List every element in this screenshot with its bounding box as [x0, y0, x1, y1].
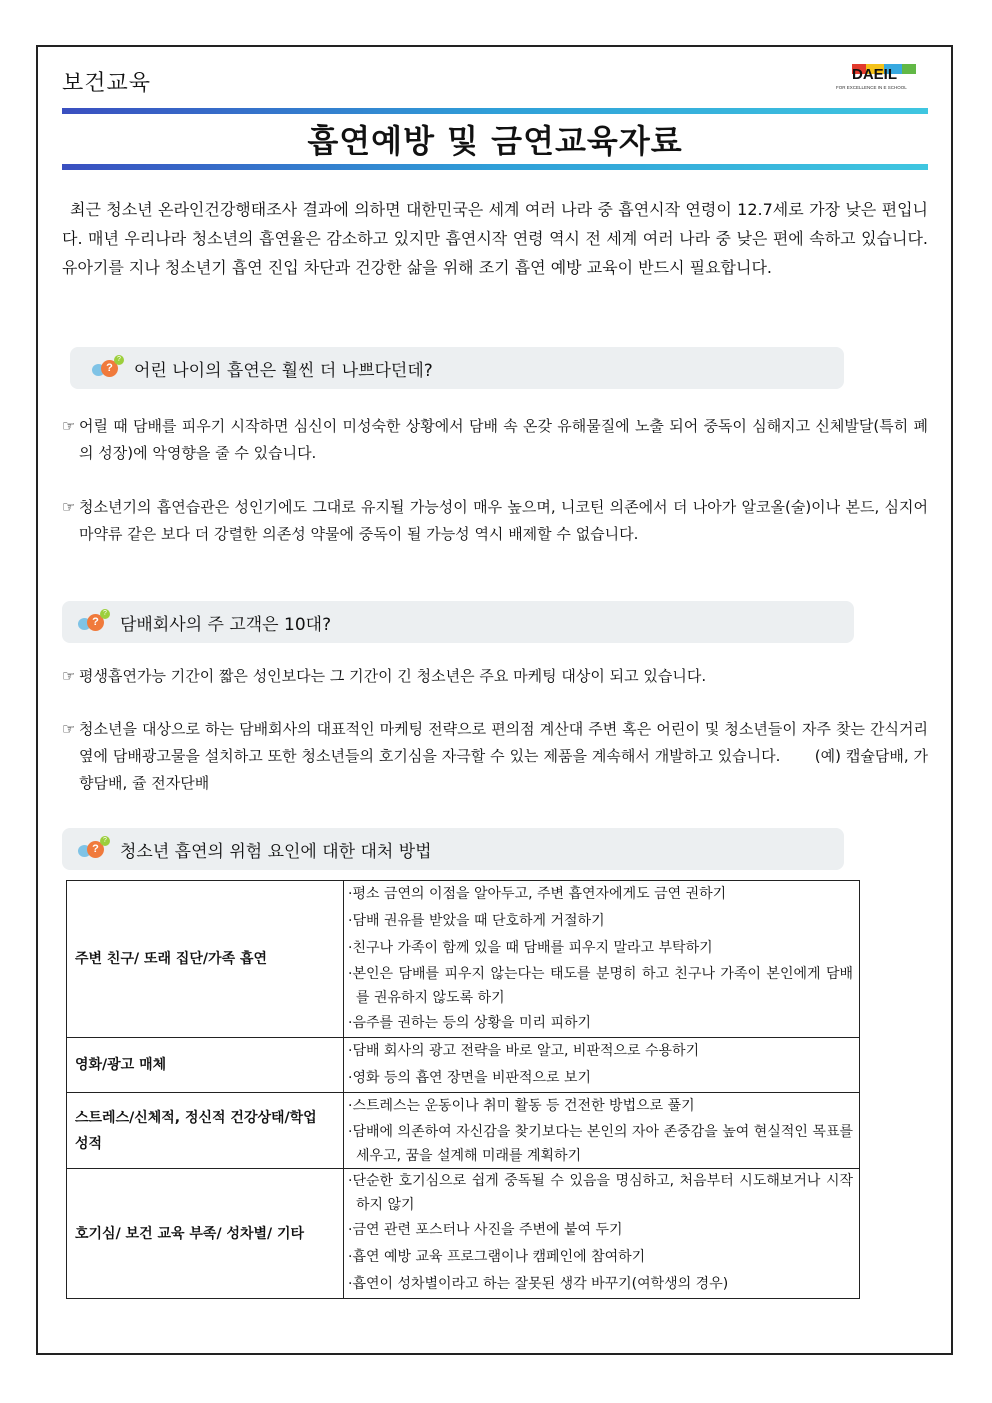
pointing-hand-icon: ☞: [62, 720, 76, 738]
question-bubble-icon: ? ?: [76, 836, 110, 862]
page-title: 흡연예방 및 금연교육자료: [307, 122, 683, 160]
action-item: ·금연 관련 포스터나 사진을 주변에 붙여 두기: [348, 1222, 623, 1238]
coping-actions: [344, 1169, 860, 1299]
risk-category: 스트레스/신체적, 정신적 건강상태/학업 성적: [67, 1093, 344, 1169]
risk-category: 주변 친구/ 또래 집단/가족 흡연: [67, 881, 344, 1038]
action-item: ·단순한 호기심으로 쉽게 중독될 수 있음을 명심하고, 처음부터 시도해보거나 시작하지 않기: [348, 1173, 853, 1213]
bullet-item: ☞ 청소년기의 흡연습관은 성인기에도 그대로 유지될 가능성이 매우 높으며, 니코틴 의존에서 더 나아가 알코올(술)이나 본드, 심지어 마약류 같은 보다 더 강렬한 의존성 약물에 중독이 될 가능성 역시 배제할 수 없습니다.: [62, 494, 928, 548]
section-heading-risk-factors: [62, 828, 844, 870]
action-item: ·담배 권유를 받았을 때 단호하게 거절하기: [348, 913, 605, 929]
subject-label: 보건교육: [62, 71, 152, 96]
bullet-item: ☞ 청소년을 대상으로 하는 담배회사의 대표적인 마케팅 전략으로 편의점 계산대 주변 혹은 어린이 및 청소년들이 자주 찾는 간식거리 옆에 담배광고물을 설치하고 또한 청소년들의 호기심을 자극할 수 있는 제품을 계속해서 개발하고 있습니다. (예) 캡슐담배, 가향담배, 쥴 전자단배: [62, 716, 928, 797]
logo-wordmark: DAEIL: [852, 66, 897, 83]
table-row: [67, 1038, 860, 1093]
section-heading-teen-customers: [62, 601, 854, 643]
section-heading-text: 담배회사의 주 고객은 10대?: [120, 614, 332, 635]
bullet-item: ☞ 평생흡연가능 기간이 짧은 성인보다는 그 기간이 긴 청소년은 주요 마케팅 대상이 되고 있습니다.: [62, 663, 928, 690]
logo-green-block: [902, 64, 916, 74]
table-row: [67, 1093, 860, 1169]
action-item: ·담배에 의존하여 자신감을 찾기보다는 본인의 자아 존중감을 높여 현실적인 목표를 세우고, 꿈을 설계해 미래를 계획하기: [348, 1124, 853, 1164]
section-heading-text: 청소년 흡연의 위험 요인에 대한 대처 방법: [120, 841, 432, 862]
pointing-hand-icon: ☞: [62, 417, 76, 435]
title-rule-bottom: [62, 164, 928, 170]
title-rule-top: [62, 108, 928, 114]
section-heading-text: 어린 나이의 흡연은 훨씬 더 나쁘다던데?: [134, 360, 433, 381]
coping-actions: [344, 881, 860, 1038]
risk-category: 호기심/ 보건 교육 부족/ 성차별/ 기타: [67, 1169, 344, 1299]
bullet-item: ☞ 어릴 때 담배를 피우기 시작하면 심신이 미성숙한 상황에서 담배 속 온갖 유해물질에 노출 되어 중독이 심해지고 신체발달(특히 폐의 성장)에 악영향을 줄 수 있습니다.: [62, 413, 928, 467]
action-item: ·친구나 가족이 함께 있을 때 담배를 피우지 말라고 부탁하기: [348, 940, 713, 956]
coping-actions: [344, 1093, 860, 1169]
risk-factor-table: [66, 880, 860, 1299]
intro-paragraph: 최근 청소년 온라인건강행태조사 결과에 의하면 대한민국은 세계 여러 나라 중 흡연시작 연령이 12.7세로 가장 낮은 편입니다. 매년 우리나라 청소년의 흡연율은 감소하고 있지만 흡연시작 연령 역시 전 세계 여러 나라 중 낮은 편에 속하고 있습니다. 유아기를 지나 청소년기 흡연 진입 차단과 건강한 삶을 위해 조기 흡연 예방 교육이 반드시 필요합니다.: [62, 200, 928, 277]
question-bubble-icon: ? ?: [76, 609, 110, 635]
action-item: ·흡연이 성차별이라고 하는 잘못된 생각 바꾸기(여학생의 경우): [348, 1276, 729, 1292]
question-bubble-icon: ? ?: [90, 355, 124, 381]
school-logo: [836, 58, 932, 94]
table-row: [67, 881, 860, 1038]
action-item: ·본인은 담배를 피우지 않는다는 태도를 분명히 하고 친구나 가족이 본인에게 담배를 권유하지 않도록 하기: [348, 966, 853, 1006]
pointing-hand-icon: ☞: [62, 667, 76, 685]
logo-tagline: FOR EXCELLENCE IN E SCHOOL: [836, 85, 907, 90]
action-item: ·평소 금연의 이점을 알아두고, 주변 흡연자에게도 금연 권하기: [348, 886, 727, 902]
action-item: ·스트레스는 운동이나 취미 활동 등 건전한 방법으로 풀기: [348, 1098, 695, 1114]
action-item: ·흡연 예방 교육 프로그램이나 캠페인에 참여하기: [348, 1249, 646, 1265]
action-item: ·담배 회사의 광고 전략을 바로 알고, 비판적으로 수용하기: [348, 1043, 700, 1059]
section-heading-young-smoking: [70, 347, 844, 389]
coping-actions: [344, 1038, 860, 1093]
action-item: ·음주를 권하는 등의 상황을 미리 피하기: [348, 1015, 592, 1031]
pointing-hand-icon: ☞: [62, 498, 76, 516]
table-row: [67, 1169, 860, 1299]
risk-category: 영화/광고 매체: [67, 1038, 344, 1093]
action-item: ·영화 등의 흡연 장면을 비판적으로 보기: [348, 1070, 592, 1086]
